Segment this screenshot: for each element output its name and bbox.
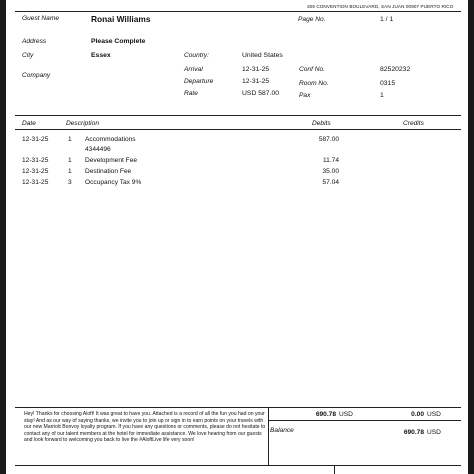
arrival-date: 12-31-25 [242,66,270,73]
row-date: 12-31-25 [22,157,49,164]
guest-name-label: Guest Name [22,15,60,22]
row-debit: 57.04 [322,179,339,186]
country-label: Country: [184,52,209,59]
hotel-address: 309 CONVENTION BOULEVARD, SAN JUAN 00907 PUERTO RICO [307,4,454,9]
pax-value: 1 [380,92,384,99]
rate-label: Rate [184,90,198,97]
page-no-label: Page No. [298,16,326,23]
row-date: 12-31-25 [22,168,49,175]
table-top-rule [15,115,461,116]
page-no: 1 / 1 [380,16,394,23]
balance-amount: 690.78 [403,429,424,436]
room-no-label: Room No. [299,80,329,87]
balance-currency: USD [427,429,441,436]
city-label: City [22,52,34,59]
row-qty: 1 [68,136,72,143]
total-debit: 690.78 [315,411,336,418]
row-debit: 35.00 [322,168,339,175]
row-description: Destination Fee [85,168,132,175]
table-header-rule [15,129,461,130]
folio-page [12,0,462,474]
guest-country: United States [242,52,283,59]
company-label: Company [22,72,51,79]
departure-date: 12-31-25 [242,78,270,85]
col-header-date: Date [22,120,36,127]
conf-no: 82520232 [380,66,411,73]
row-date: 12-31-25 [22,179,49,186]
total-debit-currency: USD [339,411,353,418]
col-header-debits: Debits [312,120,331,127]
thank-you-message: Hey! Thanks for choosing Aloft! It was great to have you. Attached is a record of all the fun you had on your stay! And as our way of saying thanks, we invite you to join up or sign in to earn points on your travels with our new Marriott Bonvoy loyalty program. If you have any questions or comments, please do not hesitate to contact any of our talent members at the hotel for immediate assistance. We love hearing from our guests and look forward to welcoming you back to live the #AloftLive life very soon! [24,411,266,443]
footer-top-rule [15,407,461,408]
header-top-rule [15,11,461,12]
footer-bottom-divider [334,465,335,474]
row-debit: 587.00 [318,136,339,143]
col-header-credits: Credits [403,120,424,127]
footer-bottom-rule [15,465,461,466]
left-frame-border [0,0,6,474]
row-qty: 1 [68,168,72,175]
row-reference: 4344496 [85,146,111,153]
pax-label: Pax [299,92,311,99]
arrival-label: Arrival [184,66,203,73]
guest-city: Essex [91,52,111,59]
row-description: Development Fee [85,157,138,164]
row-qty: 3 [68,179,72,186]
row-qty: 1 [68,157,72,164]
departure-label: Departure [184,78,214,85]
row-description: Accommodations [85,136,136,143]
total-credit-currency: USD [427,411,441,418]
col-header-description: Description [66,120,99,127]
row-description: Occupancy Tax 9% [85,179,142,186]
guest-address: Please Complete [91,38,146,45]
rate-value: USD 587.00 [242,90,280,97]
total-credit: 0.00 [411,411,424,418]
footer-divider [268,407,269,465]
totals-rule [269,420,461,421]
room-no: 0315 [380,80,396,87]
balance-label: Balance [270,427,294,434]
row-debit: 11.74 [322,157,339,164]
guest-name: Ronai Williams [91,14,151,24]
address-label: Address [22,38,47,45]
row-date: 12-31-25 [22,136,49,143]
right-frame-border [468,0,474,474]
conf-no-label: Conf No. [299,66,326,73]
